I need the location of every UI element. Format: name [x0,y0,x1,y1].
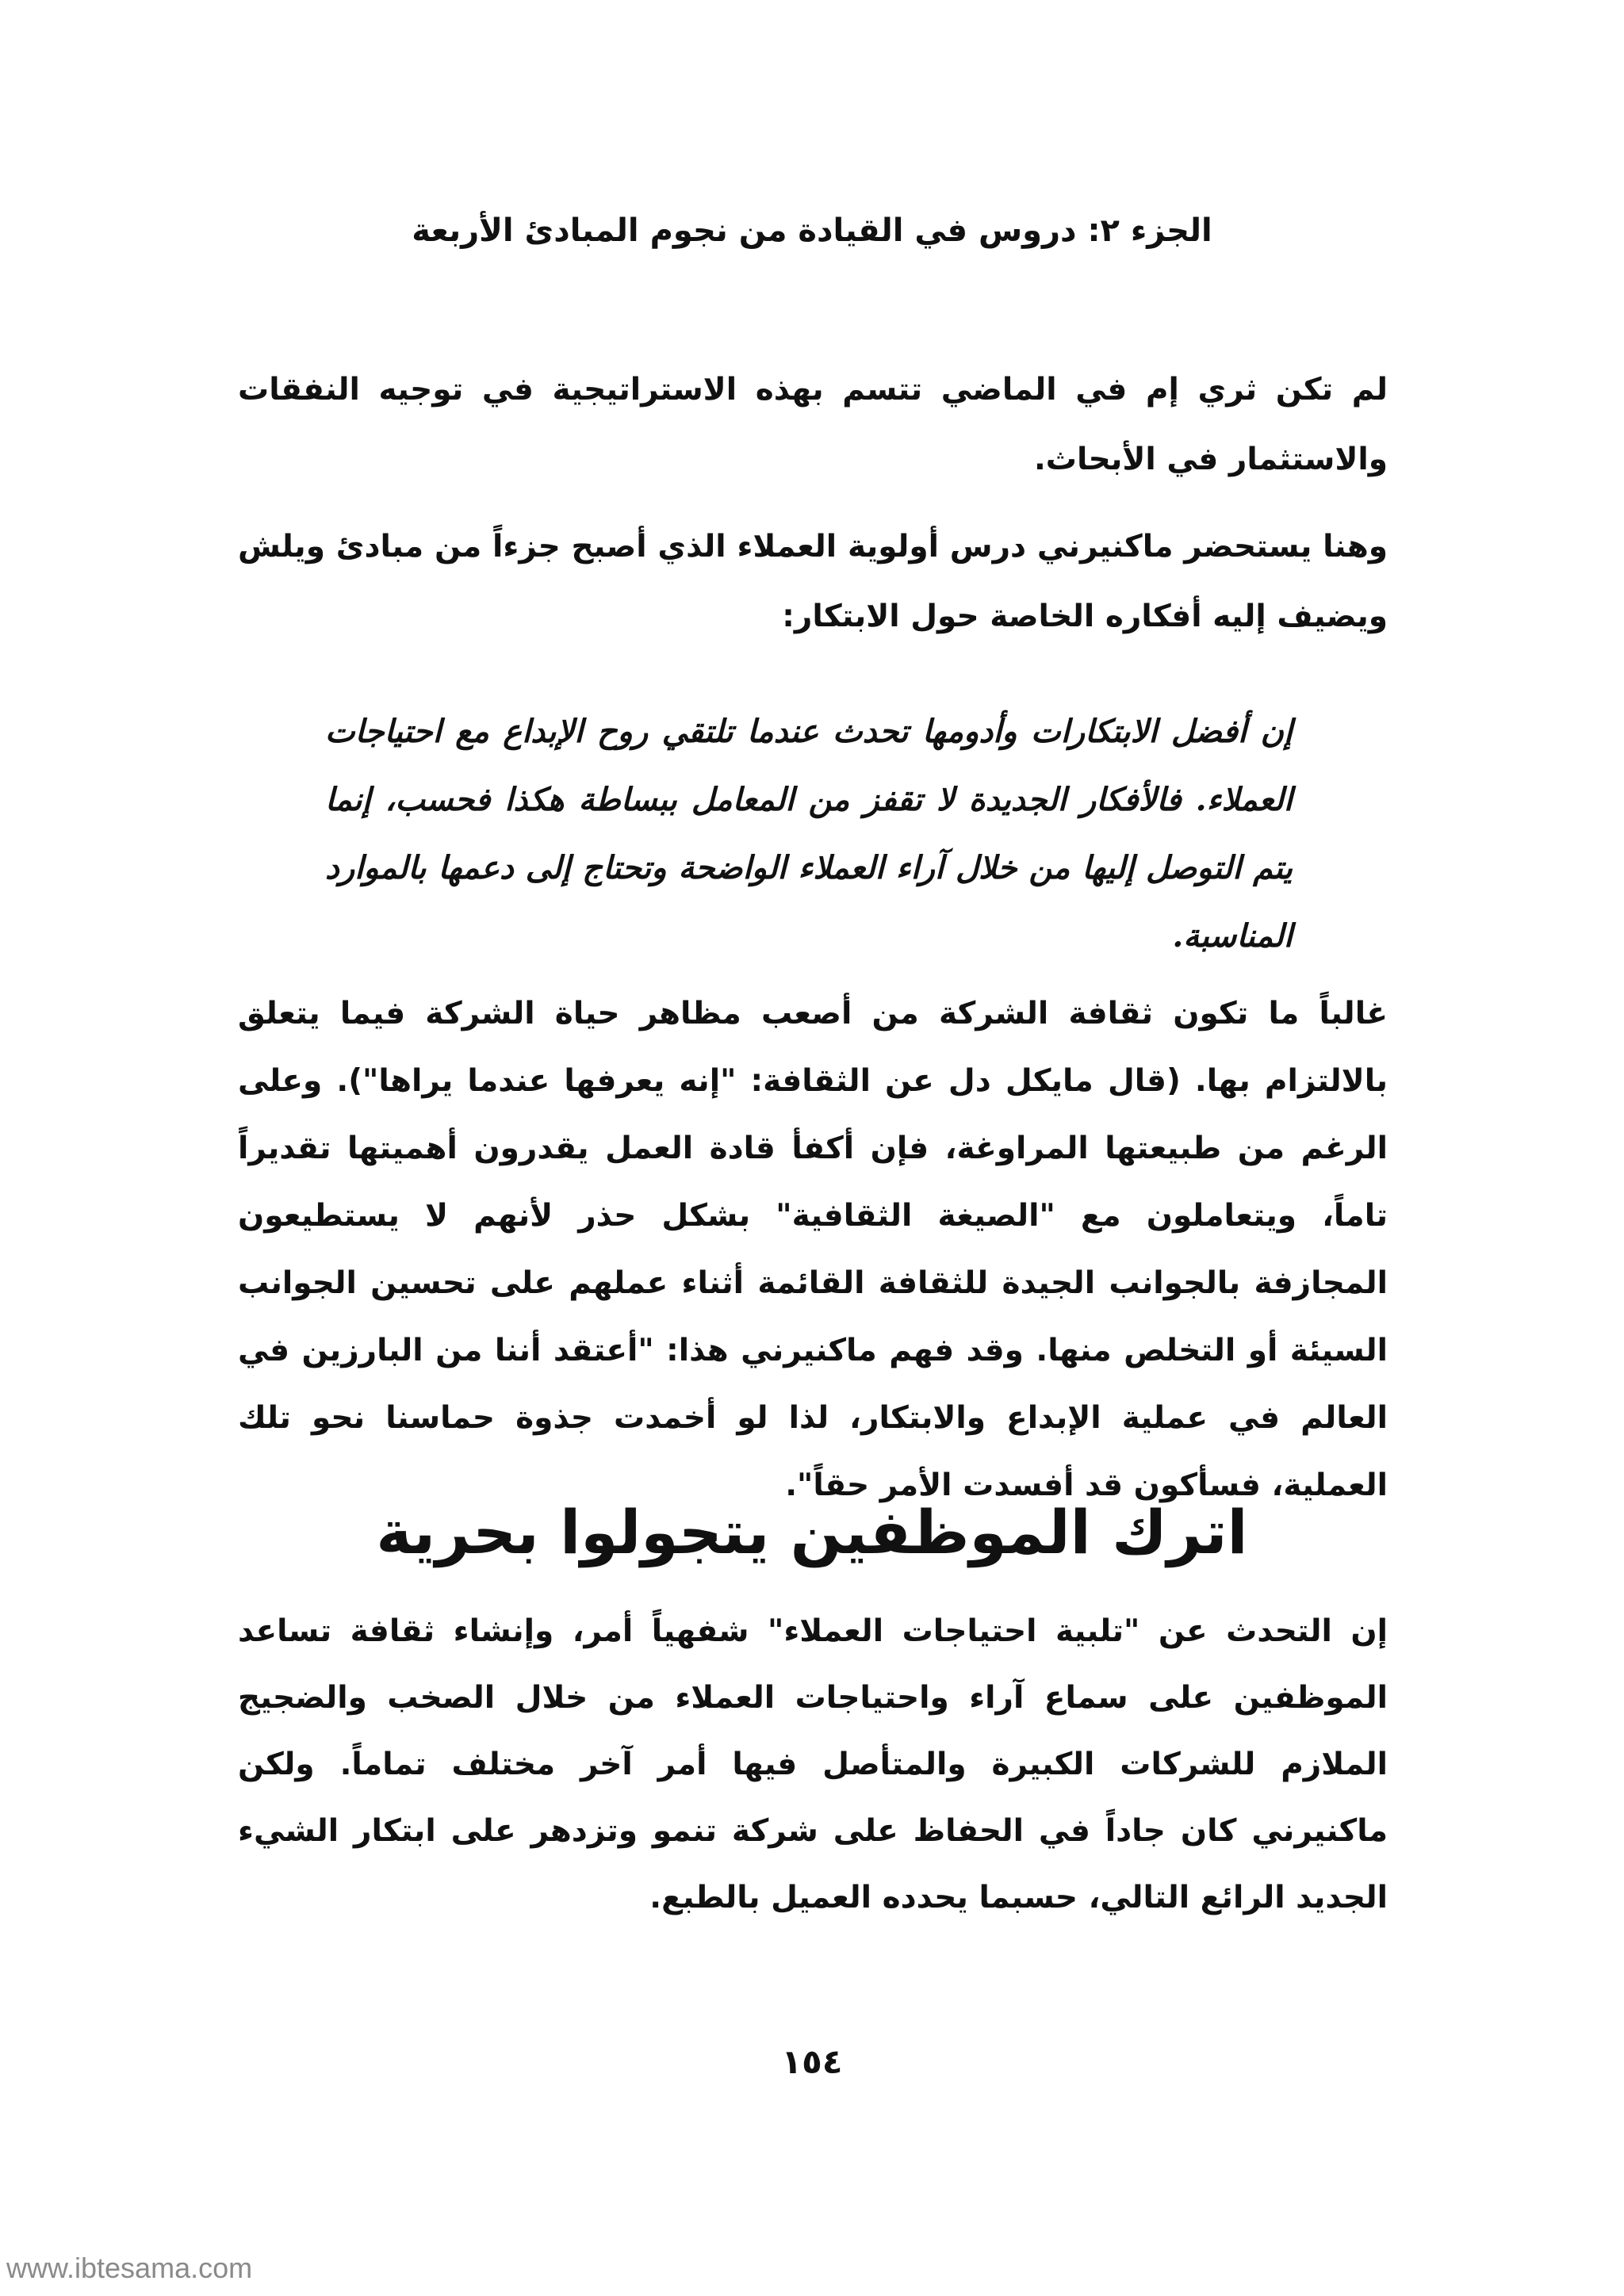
block-quote: إن أفضل الابتكارات وأدومها تحدث عندما تلتقي روح الإبداع مع احتياجات العملاء. فالأفكار الجديدة لا تقفز من المعامل ببساطة هكذا فحسب، إنما يتم التوصل إليها من خلال آراء العملاء الواضحة وتحتاج إلى دعمها بالموارد المناسبة. [325,713,1293,955]
page-number: ١٥٤ [781,2042,843,2081]
watermark-url: www.ibtesama.com [6,2252,253,2284]
section-heading: اترك الموظفين يتجولوا بحرية [376,1497,1248,1567]
paragraph: لم تكن ثري إم في الماضي تتسم بهذه الاستراتيجية في توجيه النفقات والاستثمار في الأبحاث. [238,372,1388,477]
section-body: إن التحدث عن "تلبية احتياجات العملاء" شفهياً أمر، وإنشاء ثقافة تساعد الموظفين على سماع آراء واحتياجات العملاء من خلال الصخب والضجيج الملازم للشركات الكبيرة والمتأصل فيها أمر آخر مختلف تماماً. ولكن ماكنيرني كان جاداً في الحفاظ على شركة تنمو وتزدهر على ابتكار الشيء الجديد الرائع التالي، حسبما يحدده العميل بالطبع. [238,1613,1388,1915]
paragraph-culture: غالباً ما تكون ثقافة الشركة من أصعب مظاهر حياة الشركة فيما يتعلق بالالتزام بها. (قال مايكل دل عن الثقافة: "إنه يعرفها عندما يراها"). وعلى الرغم من طبيعتها المراوغة، فإن أكفأ قادة العمل يقدرون أهميتها تقديراً تاماً، ويتعاملون مع "الصيغة الثقافية" بشكل حذر لأنهم لا يستطيعون المجازفة بالجوانب الجيدة للثقافة القائمة أثناء عملهم على تحسين الجوانب السيئة أو التخلص منها. وقد فهم ماكنيرني هذا: "أعتقد أننا من البارزين في العالم في عملية الإبداع والابتكار، لذا لو أخمدت جذوة حماسنا نحو تلك العملية، فسأكون قد أفسدت الأمر حقاً". [238,996,1388,1503]
paragraph: وهنا يستحضر ماكنيرني درس أولوية العملاء الذي أصبح جزءاً من مبادئ ويلش ويضيف إليه أفكاره الخاصة حول الابتكار: [238,529,1388,634]
running-header: الجزء ٢: دروس في القيادة من نجوم المبادئ الأربعة [412,212,1212,249]
